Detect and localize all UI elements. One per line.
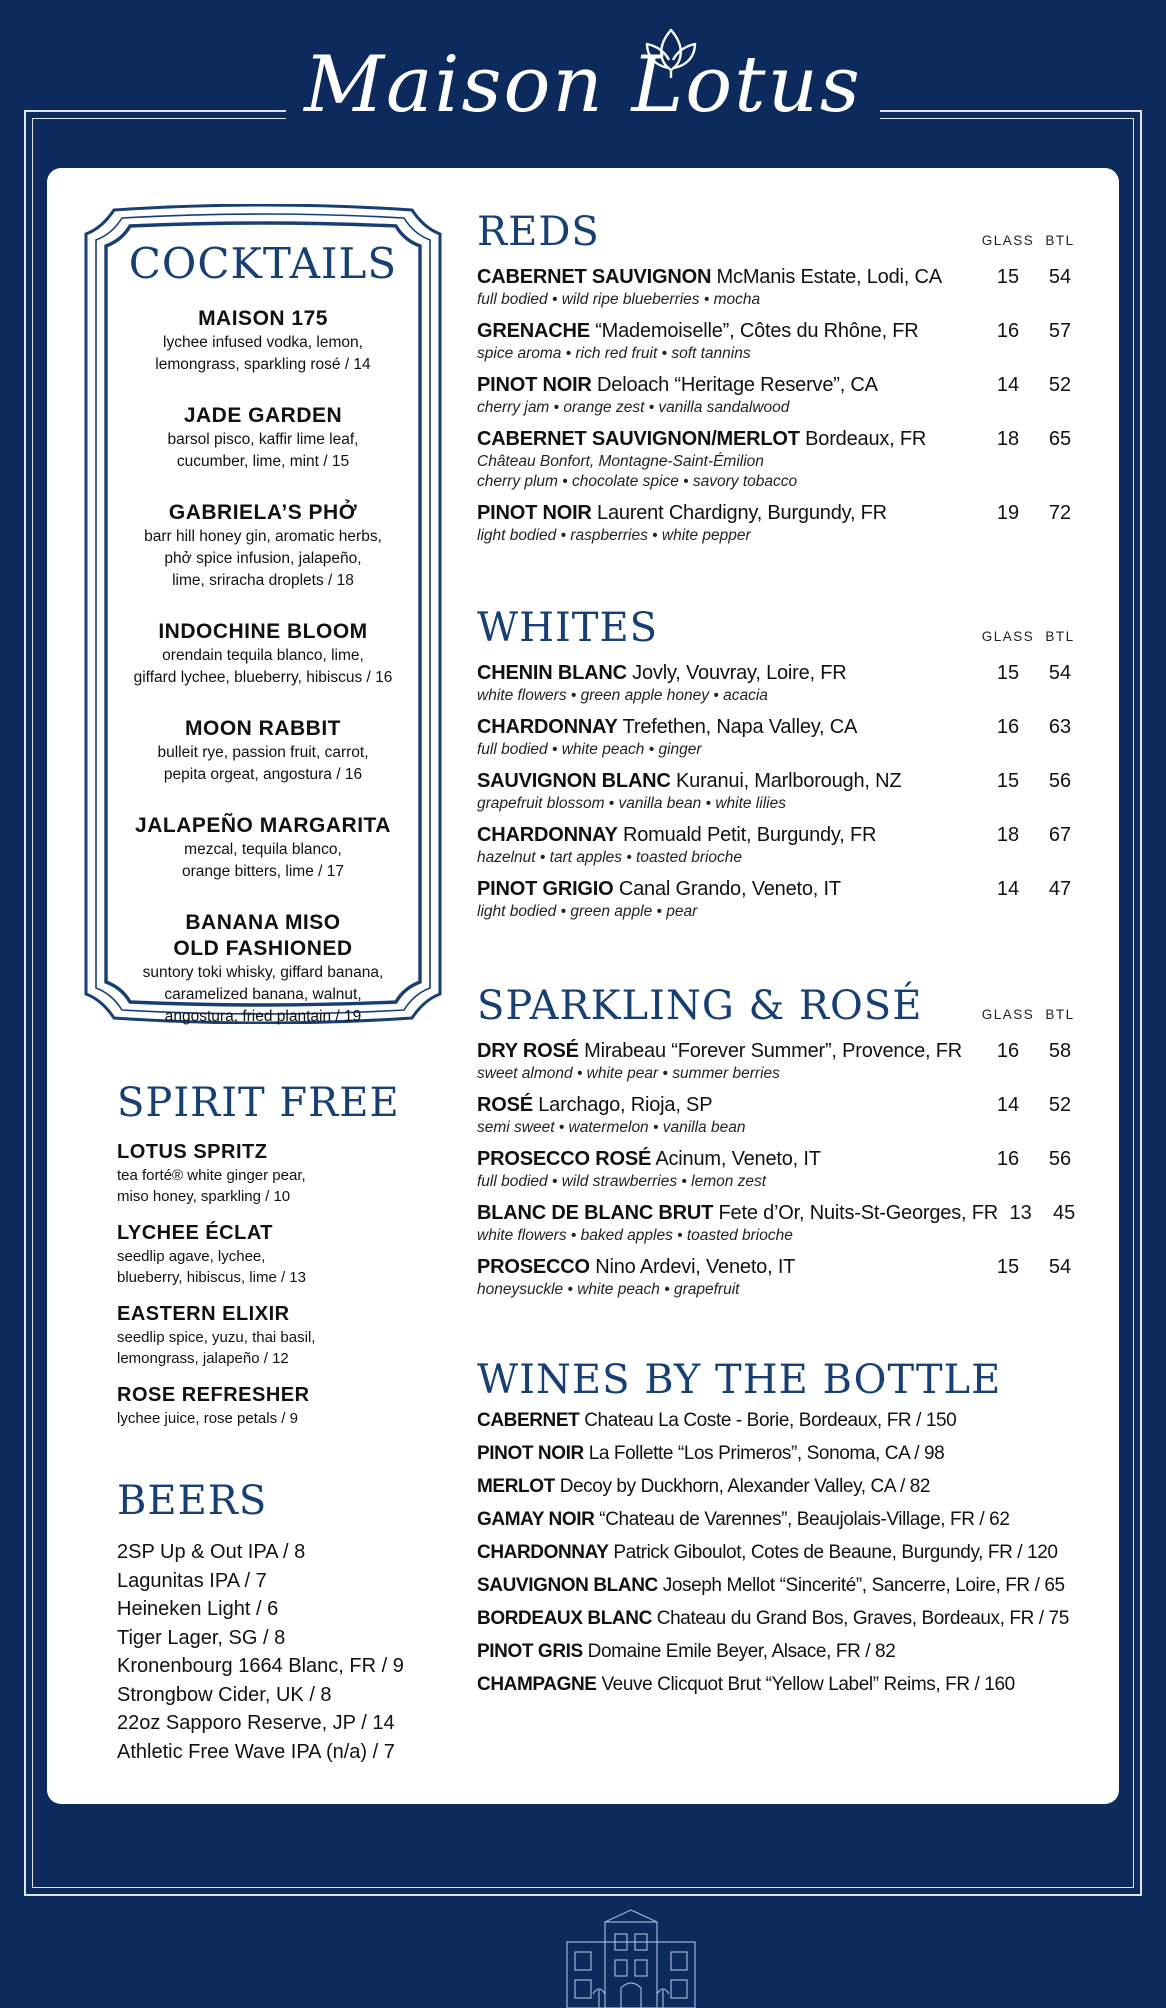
wine-line	[477, 1038, 1119, 1064]
wine-varietal: CHENIN BLANC	[477, 662, 627, 684]
mocktail-name: ROSE REFRESHER	[117, 1384, 310, 1406]
cocktail-name: JADE GARDEN	[183, 404, 343, 427]
bottle-item	[477, 1635, 1119, 1668]
glass-price: 14	[996, 878, 1020, 900]
wine-title	[477, 500, 981, 526]
wine-producer: Kuranui, Marlborough, NZ	[670, 770, 902, 792]
bottle-varietal: CHAMPAGNE	[477, 1674, 597, 1695]
tasting-notes: full bodied • white peach • ginger	[477, 741, 702, 758]
tasting-notes: white flowers • green apple honey • acacia	[477, 687, 768, 704]
cocktail-name: JALAPEÑO MARGARITA	[135, 814, 391, 837]
bottle-price: 63	[1048, 716, 1072, 738]
bottle-description: La Follette “Los Primeros”, Sonoma, CA / 98	[583, 1443, 945, 1464]
beer-item: Lagunitas IPA / 7	[117, 1569, 267, 1592]
wine-line	[477, 768, 1119, 794]
wine-varietal: CHARDONNAY	[477, 716, 618, 738]
wine-producer: Fete d’Or, Nuits-St-Georges, FR	[713, 1202, 998, 1224]
wine-varietal: CABERNET SAUVIGNON/MERLOT	[477, 428, 800, 450]
glass-price: 15	[996, 1256, 1020, 1278]
glass-column-label: GLASS	[981, 1007, 1035, 1022]
wine-producer: Deloach “Heritage Reserve”, CA	[591, 374, 878, 396]
bottle-price: 52	[1048, 1094, 1072, 1116]
spirit-free-list	[117, 1140, 457, 1429]
glass-price: 19	[996, 502, 1020, 524]
cocktail-item	[84, 619, 442, 689]
whites-heading: WHITES	[477, 605, 659, 651]
glass-price: 18	[996, 428, 1020, 450]
glass-price: 15	[996, 770, 1020, 792]
bottle-price: 58	[1048, 1040, 1072, 1062]
wine-item	[477, 1200, 1119, 1246]
wine-item	[477, 1146, 1119, 1192]
wine-line	[477, 822, 1119, 848]
bottle-item	[477, 1569, 1119, 1602]
beer-item: 2SP Up & Out IPA / 8	[117, 1541, 306, 1563]
beer-item: Strongbow Cider, UK / 8	[117, 1683, 332, 1706]
wine-item	[477, 500, 1119, 546]
section-header	[477, 204, 1119, 256]
mocktail-description: seedlip agave, lychee, blueberry, hibiscus, lime / 13	[117, 1248, 306, 1286]
bottle-item	[477, 1668, 1119, 1701]
wine-title	[477, 876, 981, 902]
mocktail-item	[117, 1140, 457, 1207]
wine-producer: Jovly, Vouvray, Loire, FR	[626, 662, 847, 684]
bottle-price: 72	[1048, 502, 1072, 524]
wine-line	[477, 876, 1119, 902]
wine-item	[477, 372, 1119, 418]
wine-producer: Canal Grando, Veneto, IT	[613, 878, 841, 900]
wine-item	[477, 1254, 1119, 1300]
spirit-free-heading: SPIRIT FREE	[117, 1080, 400, 1126]
cocktail-item	[84, 910, 442, 1028]
beer-item: Athletic Free Wave IPA (n/a) / 7	[117, 1740, 395, 1763]
beer-item: Tiger Lager, SG / 8	[117, 1626, 286, 1649]
cocktails-heading: COCKTAILS	[128, 239, 398, 288]
wine-item	[477, 714, 1119, 760]
bottle-varietal: SAUVIGNON BLANC	[477, 1575, 658, 1596]
tasting-notes: white flowers • baked apples • toasted brioche	[477, 1227, 793, 1244]
bottle-list	[477, 1404, 1119, 1701]
wines-by-bottle-section	[477, 1352, 1119, 1701]
sparkling-rose-section	[477, 978, 1119, 1300]
cocktail-name: MOON RABBIT	[185, 717, 341, 740]
whites-section	[477, 600, 1119, 922]
bottle-varietal: PINOT NOIR	[477, 1443, 584, 1464]
wine-title	[477, 1092, 981, 1118]
tasting-notes: honeysuckle • white peach • grapefruit	[477, 1281, 740, 1298]
wine-producer: Nino Ardevi, Veneto, IT	[589, 1256, 796, 1278]
wine-title	[477, 660, 981, 686]
bottle-price: 47	[1048, 878, 1072, 900]
bottle-varietal: PINOT GRIS	[477, 1641, 583, 1662]
bottle-item	[477, 1602, 1119, 1635]
wine-item	[477, 264, 1119, 310]
mocktail-name: EASTERN ELIXIR	[117, 1303, 290, 1325]
bottle-description: Patrick Giboulot, Cotes de Beaune, Burgundy, FR / 120	[608, 1542, 1058, 1563]
tasting-notes: full bodied • wild ripe blueberries • mocha	[477, 291, 761, 308]
beer-item: Kronenbourg 1664 Blanc, FR / 9	[117, 1655, 404, 1677]
wine-title	[477, 822, 981, 848]
wine-line	[477, 318, 1119, 344]
header	[0, 30, 1166, 140]
wine-varietal: ROSÉ	[477, 1094, 533, 1116]
wine-item	[477, 768, 1119, 814]
bottle-price: 52	[1048, 374, 1072, 396]
tasting-notes: full bodied • wild strawberries • lemon zest	[477, 1173, 767, 1190]
beers-section	[117, 1476, 467, 1766]
wine-item	[477, 318, 1119, 364]
wine-varietal: PINOT GRIGIO	[477, 878, 614, 900]
wine-producer: McManis Estate, Lodi, CA	[711, 266, 942, 288]
section-header	[477, 1352, 1119, 1404]
wine-producer: Laurent Chardigny, Burgundy, FR	[591, 502, 887, 524]
wine-title	[477, 714, 981, 740]
section-header	[477, 978, 1119, 1030]
mocktail-item	[117, 1302, 457, 1369]
bottle-varietal: GAMAY NOIR	[477, 1509, 595, 1530]
bottles-heading: WINES BY THE BOTTLE	[477, 1357, 1002, 1403]
wine-item	[477, 426, 1119, 492]
bottle-price: 65	[1048, 428, 1072, 450]
wine-producer: Mirabeau “Forever Summer”, Provence, FR	[578, 1040, 962, 1062]
mocktail-description: tea forté® white ginger pear, miso honey, sparkling / 10	[117, 1167, 306, 1205]
bottle-price: 54	[1048, 1256, 1072, 1278]
bottle-column-label: BTL	[1045, 629, 1075, 644]
wine-producer: Romuald Petit, Burgundy, FR	[617, 824, 877, 846]
wine-varietal: CABERNET SAUVIGNON	[477, 266, 712, 288]
beer-item: Heineken Light / 6	[117, 1598, 279, 1620]
wine-item	[477, 876, 1119, 922]
wine-title	[477, 318, 981, 344]
mocktail-description: lychee juice, rose petals / 9	[117, 1410, 298, 1427]
wine-title	[477, 1146, 981, 1172]
bottle-item	[477, 1437, 1119, 1470]
beer-list	[117, 1538, 467, 1766]
cocktails-content	[84, 236, 442, 1055]
wine-line	[477, 714, 1119, 740]
wine-item	[477, 660, 1119, 706]
mocktail-description: seedlip spice, yuzu, thai basil, lemongrass, jalapeño / 12	[117, 1329, 316, 1367]
wine-producer: Bordeaux, FR	[799, 428, 927, 450]
mocktail-name: LYCHEE ÉCLAT	[117, 1222, 274, 1244]
cocktail-item	[84, 813, 442, 883]
wine-item	[477, 822, 1119, 868]
wine-title	[477, 768, 981, 794]
cocktail-item	[84, 716, 442, 786]
wine-producer: Larchago, Rioja, SP	[532, 1094, 713, 1116]
wine-varietal: SAUVIGNON BLANC	[477, 770, 671, 792]
glass-price: 16	[996, 716, 1020, 738]
cocktail-name: GABRIELA’S PHỞ	[168, 501, 358, 524]
bottle-varietal: CABERNET	[477, 1410, 580, 1431]
cocktails-panel	[84, 204, 442, 1024]
cocktail-name: BANANA MISO OLD FASHIONED	[173, 911, 353, 960]
tasting-notes: light bodied • raspberries • white pepper	[477, 527, 751, 544]
tasting-notes: semi sweet • watermelon • vanilla bean	[477, 1119, 746, 1136]
bottle-description: Joseph Mellot “Sincerité”, Sancerre, Loire, FR / 65	[657, 1575, 1065, 1596]
glass-price: 15	[996, 662, 1020, 684]
wine-varietal: PINOT NOIR	[477, 502, 592, 524]
section-header	[477, 600, 1119, 652]
bottle-varietal: BORDEAUX BLANC	[477, 1608, 652, 1629]
bottle-varietal: MERLOT	[477, 1476, 555, 1497]
cocktail-item	[84, 403, 442, 473]
wine-producer: “Mademoiselle”, Côtes du Rhône, FR	[589, 320, 919, 342]
cocktail-description: orendain tequila blanco, lime, giffard lychee, blueberry, hibiscus / 16	[133, 647, 393, 686]
tasting-notes: grapefruit blossom • vanilla bean • white lilies	[477, 795, 786, 812]
cocktail-name: INDOCHINE BLOOM	[158, 620, 368, 643]
wine-line	[477, 1092, 1119, 1118]
glass-price: 18	[996, 824, 1020, 846]
wine-title	[477, 1038, 981, 1064]
bottle-item	[477, 1536, 1119, 1569]
building-facade-icon	[543, 1898, 719, 2008]
cocktail-item	[84, 306, 442, 376]
wine-producer: Trefethen, Napa Valley, CA	[617, 716, 858, 738]
bottle-price: 54	[1048, 662, 1072, 684]
bottle-item	[477, 1470, 1119, 1503]
wine-varietal: GRENACHE	[477, 320, 590, 342]
wine-title	[477, 1254, 981, 1280]
cocktail-description: bulleit rye, passion fruit, carrot, pepita orgeat, angostura / 16	[157, 744, 369, 783]
wine-varietal: DRY ROSÉ	[477, 1040, 579, 1062]
tasting-notes: cherry jam • orange zest • vanilla sandalwood	[477, 399, 790, 416]
wine-producer: Acinum, Veneto, IT	[651, 1148, 821, 1170]
lotus-flower-icon	[641, 22, 701, 78]
wine-line	[477, 660, 1119, 686]
glass-column-label: GLASS	[981, 233, 1035, 248]
tasting-notes: light bodied • green apple • pear	[477, 903, 698, 920]
wine-title	[477, 264, 981, 290]
menu-card	[47, 168, 1119, 1804]
mocktail-name: LOTUS SPRITZ	[117, 1141, 268, 1163]
glass-price: 16	[996, 320, 1020, 342]
glass-price: 14	[996, 1094, 1020, 1116]
reds-heading: REDS	[477, 209, 600, 255]
cocktail-description: mezcal, tequila blanco, orange bitters, lime / 17	[182, 841, 344, 880]
bottle-description: Veuve Clicquot Brut “Yellow Label” Reims, FR / 160	[596, 1674, 1015, 1695]
wine-varietal: PROSECCO ROSÉ	[477, 1148, 652, 1170]
bottle-item	[477, 1404, 1119, 1437]
wine-item	[477, 1092, 1119, 1138]
wine-varietal: PROSECCO	[477, 1256, 590, 1278]
bottle-price: 57	[1048, 320, 1072, 342]
cocktail-name: MAISON 175	[198, 307, 328, 330]
cocktail-description: barsol pisco, kaffir lime leaf, cucumber, lime, mint / 15	[167, 431, 359, 470]
wine-varietal: PINOT NOIR	[477, 374, 592, 396]
glass-price: 14	[996, 374, 1020, 396]
bottle-description: “Chateau de Varennes”, Beaujolais-Village, FR / 62	[594, 1509, 1010, 1530]
wine-line	[477, 372, 1119, 398]
tasting-notes: Château Bonfort, Montagne-Saint-Émilion cherry plum • chocolate spice • savory tobacco	[477, 453, 798, 490]
bottle-price: 45	[1052, 1202, 1076, 1224]
bottle-column-label: BTL	[1045, 1007, 1075, 1022]
spirit-free-section	[117, 1078, 457, 1443]
bottle-price: 67	[1048, 824, 1072, 846]
wine-line	[477, 1200, 1119, 1226]
wine-title	[477, 1200, 998, 1226]
wine-line	[477, 426, 1119, 452]
bottle-column-label: BTL	[1045, 233, 1075, 248]
wine-line	[477, 1146, 1119, 1172]
restaurant-title: Maison Lotus	[304, 40, 862, 130]
bottle-item	[477, 1503, 1119, 1536]
wine-varietal: CHARDONNAY	[477, 824, 618, 846]
cocktail-description: lychee infused vodka, lemon, lemongrass, sparkling rosé / 14	[155, 334, 371, 373]
sparkling-heading: SPARKLING & ROSÉ	[477, 983, 923, 1029]
wine-title	[477, 372, 981, 398]
beers-heading: BEERS	[117, 1478, 268, 1524]
wine-varietal: BLANC DE BLANC BRUT	[477, 1202, 714, 1224]
beer-item: 22oz Sapporo Reserve, JP / 14	[117, 1712, 395, 1734]
cocktail-description: barr hill honey gin, aromatic herbs, phở spice infusion, jalapeño, lime, sriracha droplets / 18	[144, 528, 382, 589]
tasting-notes: hazelnut • tart apples • toasted brioche	[477, 849, 743, 866]
bottle-description: Decoy by Duckhorn, Alexander Valley, CA / 82	[554, 1476, 931, 1497]
glass-price: 13	[1009, 1202, 1032, 1224]
tasting-notes: sweet almond • white pear • summer berries	[477, 1065, 780, 1082]
cocktail-description: suntory toki whisky, giffard banana, caramelized banana, walnut, angostura, fried plantain / 19	[142, 964, 384, 1025]
glass-price: 16	[996, 1148, 1020, 1170]
wine-line	[477, 264, 1119, 290]
mocktail-item	[117, 1383, 457, 1429]
wine-line	[477, 500, 1119, 526]
glass-column-label: GLASS	[981, 629, 1035, 644]
bottle-description: Chateau La Coste - Borie, Bordeaux, FR / 150	[579, 1410, 957, 1431]
wine-item	[477, 1038, 1119, 1084]
wine-line	[477, 1254, 1119, 1280]
tasting-notes: spice aroma • rich red fruit • soft tannins	[477, 345, 751, 362]
wine-title	[477, 426, 981, 452]
bottle-description: Domaine Emile Beyer, Alsace, FR / 82	[582, 1641, 896, 1662]
bottle-varietal: CHARDONNAY	[477, 1542, 609, 1563]
bottle-price: 54	[1048, 266, 1072, 288]
glass-price: 16	[996, 1040, 1020, 1062]
glass-price: 15	[996, 266, 1020, 288]
bottle-description: Chateau du Grand Bos, Graves, Bordeaux, FR / 75	[651, 1608, 1069, 1629]
cocktail-item	[84, 500, 442, 592]
mocktail-item	[117, 1221, 457, 1288]
bottle-price: 56	[1048, 770, 1072, 792]
bottle-price: 56	[1048, 1148, 1072, 1170]
reds-section	[477, 204, 1119, 546]
cocktail-list	[84, 306, 442, 1028]
